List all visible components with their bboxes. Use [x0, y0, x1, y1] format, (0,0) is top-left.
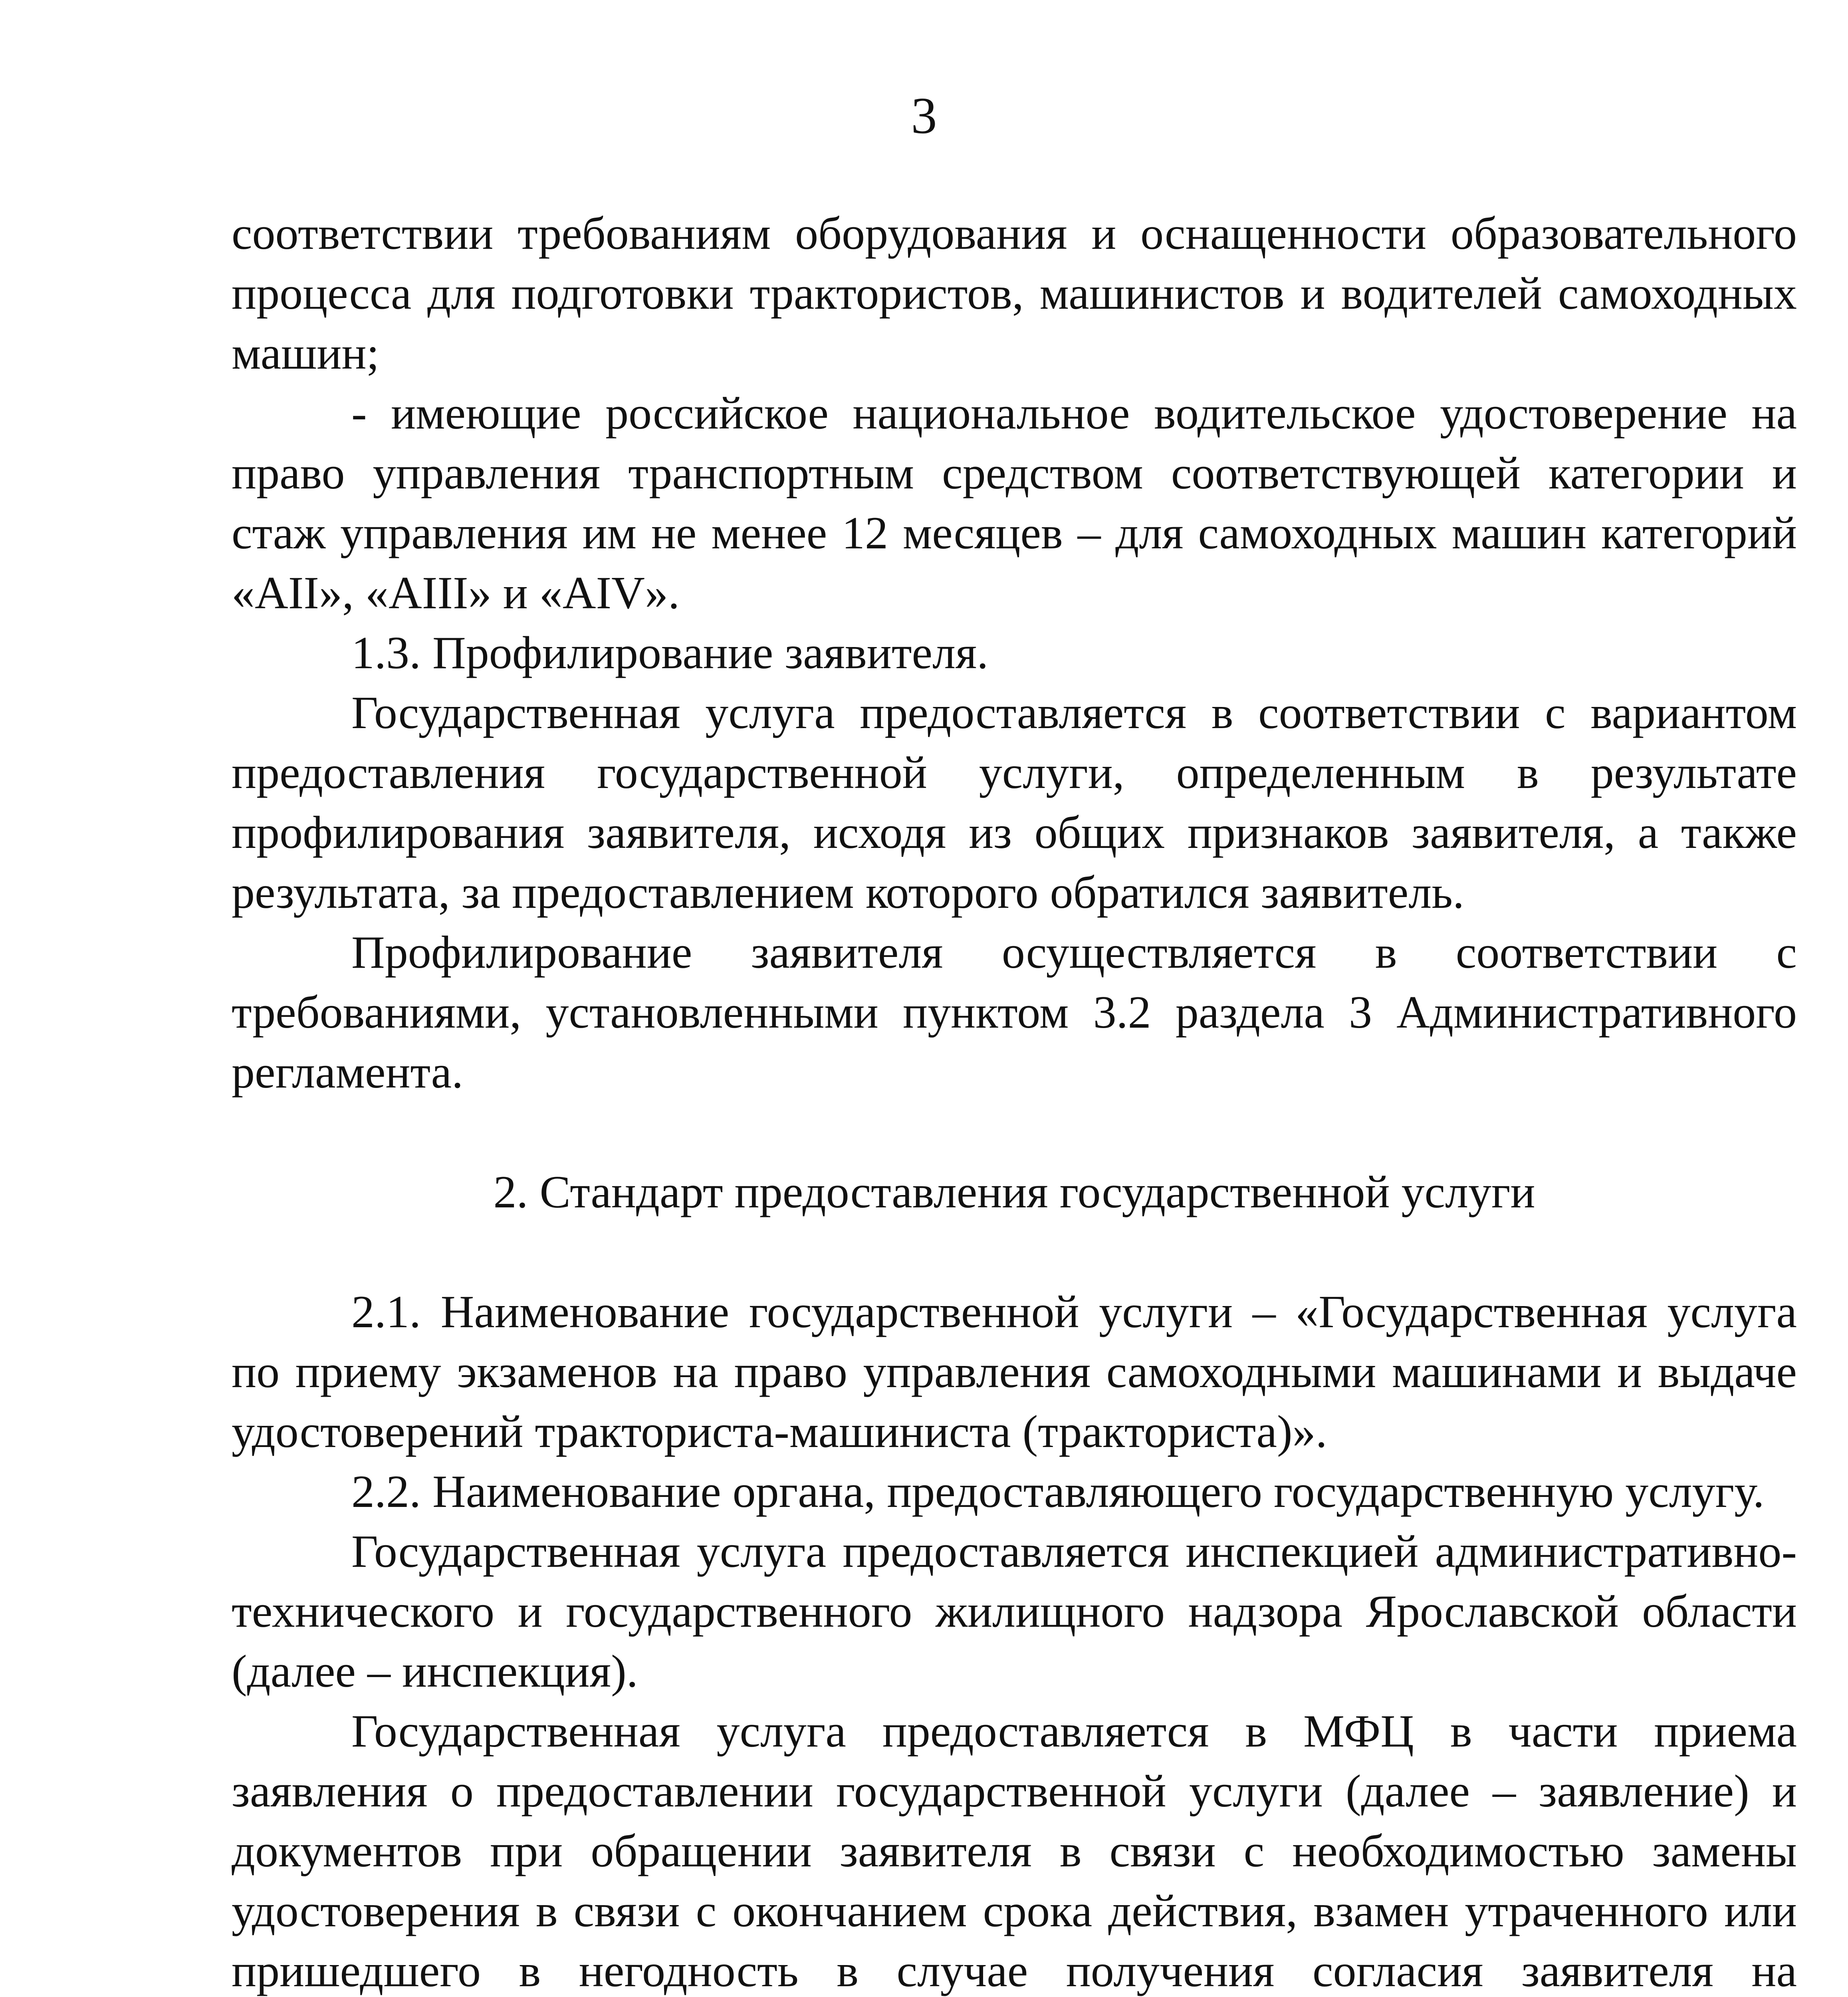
- subsection-heading-1-3: 1.3. Профилирование заявителя.: [351, 627, 989, 679]
- paragraph-inspection: Государственная услуга предоставляется инспекцией административно-технического и государственного жилищного надзора Ярославской области (далее – инспекция).: [232, 1526, 1797, 1697]
- paragraph-profiling-requirements: Профилирование заявителя осуществляется в соответствии с требованиями, установленными пунктом 3.2 раздела 3 Административного регламента.: [232, 927, 1797, 1098]
- paragraph-continuation: соответствии требованиям оборудования и оснащенности образовательного процесса для подготовки трактористов, машинистов и водителей самоходных машин;: [232, 208, 1797, 379]
- paragraph-license-requirement: - имеющие российское национальное водительское удостоверение на право управления транспортным средством соответствующей категории и стаж управления им не менее 12 месяцев – для самоходных машин категорий «AII», «AIII» и «AIV».: [232, 388, 1797, 619]
- section-heading-2: 2. Стандарт предоставления государственной услуги: [493, 1167, 1535, 1218]
- subsection-heading-2-2: 2.2. Наименование органа, предоставляющего государственную услугу.: [351, 1466, 1765, 1517]
- document-body: [232, 204, 1797, 1997]
- paragraph-2-1-service-name: 2.1. Наименование государственной услуги – «Государственная услуга по приему экзаменов на право управления самоходными машинами и выдаче удостоверений тракториста-машиниста (тракториста)».: [232, 1286, 1797, 1457]
- page-number: 3: [911, 87, 937, 145]
- paragraph-mfc: Государственная услуга предоставляется в МФЦ в части приема заявления о предоставлении государственной услуги (далее – заявление) и документов при обращении заявителя в связи с необходимостью замены удостоверения в связи с окончанием срока действия, взамен утраченного или пришедшего в негодность в случае получения согласия заявителя на: [232, 1706, 1797, 1997]
- paragraph-profiling-variant: Государственная услуга предоставляется в соответствии с вариантом предоставления государственной услуги, определенным в результате профилирования заявителя, исходя из общих признаков заявителя, а также результата, за предоставлением которого обратился заявитель.: [232, 687, 1797, 918]
